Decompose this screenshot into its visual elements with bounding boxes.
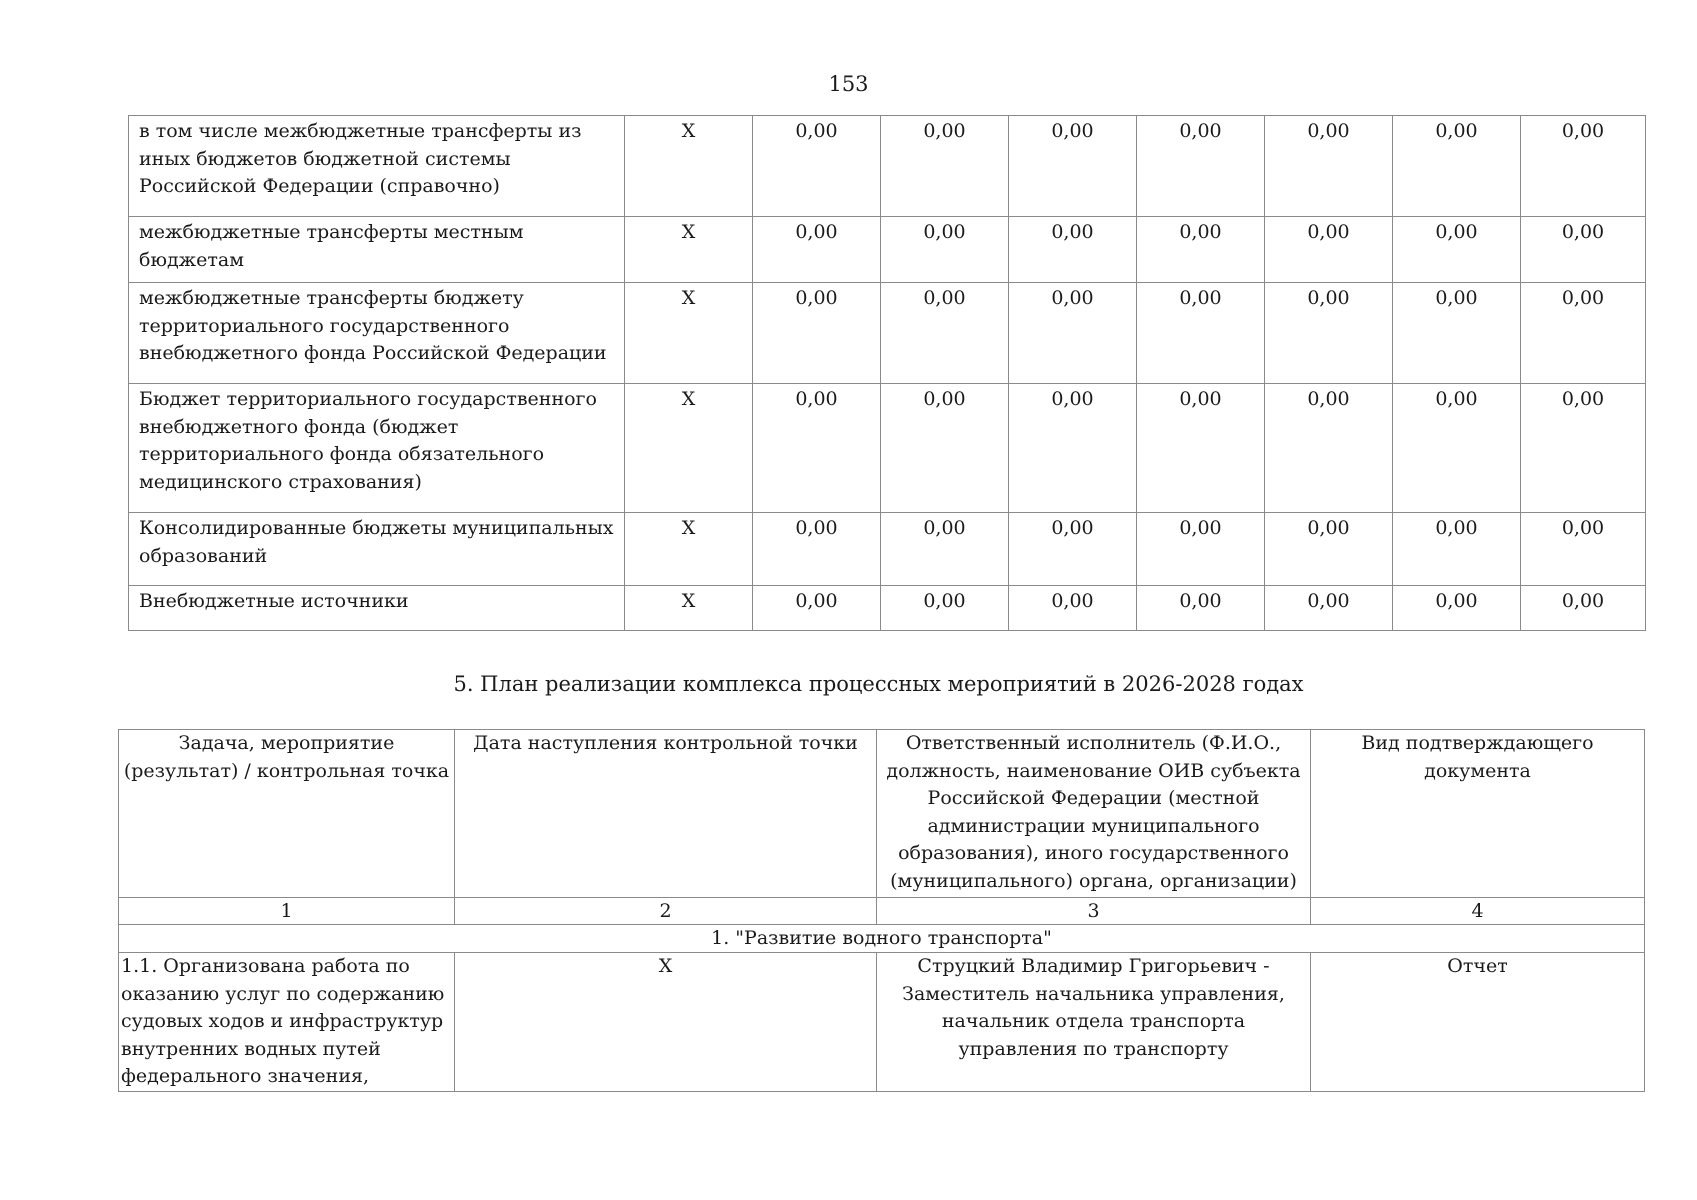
funding-value-cell: 0,00 [1137,283,1265,384]
section-title: 5. План реализации комплекса процессных мероприятий в 2026-2028 годах [453,672,1304,696]
table-row [129,116,1646,217]
plan-document-cell: Отчет [1311,953,1645,1092]
funding-value-cell: 0,00 [1393,384,1521,513]
funding-code-cell: X [625,116,753,217]
column-number: 2 [455,898,877,925]
plan-date-cell: X [455,953,877,1092]
funding-code-cell: X [625,384,753,513]
funding-value-cell: 0,00 [1265,384,1393,513]
funding-value-cell: 0,00 [1137,586,1265,631]
plan-header-date: Дата наступления контрольной точки [455,730,877,898]
plan-group-title: 1. "Развитие водного транспорта" [119,925,1645,953]
page-number: 153 [828,72,869,96]
funding-code-cell: X [625,513,753,586]
funding-value-cell: 0,00 [753,283,881,384]
funding-code-cell: X [625,283,753,384]
column-number: 4 [1311,898,1645,925]
funding-code-cell: X [625,586,753,631]
funding-value-cell: 0,00 [1521,283,1646,384]
funding-source-label: Консолидированные бюджеты муниципальных образований [129,513,625,586]
funding-value-cell: 0,00 [1137,217,1265,283]
table-row [129,513,1646,586]
table-row [129,217,1646,283]
table-row [119,953,1645,1092]
funding-value-cell: 0,00 [753,513,881,586]
funding-value-cell: 0,00 [1009,513,1137,586]
funding-value-cell: 0,00 [1393,283,1521,384]
plan-task-cell: 1.1. Организована работа по оказанию услуг по содержанию судовых ходов и инфраструктур внутренних водных путей федерального значения, [119,953,455,1092]
plan-header-row [119,730,1645,898]
funding-value-cell: 0,00 [1265,283,1393,384]
funding-source-label: межбюджетные трансферты местным бюджетам [129,217,625,283]
funding-value-cell: 0,00 [1009,586,1137,631]
table-row [129,384,1646,513]
funding-value-cell: 0,00 [1521,513,1646,586]
plan-column-numbers-row [119,898,1645,925]
funding-value-cell: 0,00 [1393,513,1521,586]
plan-header-responsible: Ответственный исполнитель (Ф.И.О., должность, наименование ОИВ субъекта Российской Федерации (местной администрации муниципального образования), иного государственного (муниципального) органа, организации) [877,730,1311,898]
funding-value-cell: 0,00 [1009,116,1137,217]
funding-value-cell: 0,00 [1521,384,1646,513]
funding-source-label: межбюджетные трансферты бюджету территориального государственного внебюджетного фонда Российской Федерации [129,283,625,384]
funding-value-cell: 0,00 [753,586,881,631]
funding-value-cell: 0,00 [1137,513,1265,586]
process-plan-table [118,729,1645,1092]
funding-value-cell: 0,00 [1009,217,1137,283]
column-number: 1 [119,898,455,925]
funding-value-cell: 0,00 [753,384,881,513]
funding-source-label: Внебюджетные источники [129,586,625,631]
funding-source-label: в том числе межбюджетные трансферты из иных бюджетов бюджетной системы Российской Федерации (справочно) [129,116,625,217]
funding-value-cell: 0,00 [1521,586,1646,631]
plan-responsible-cell: Струцкий Владимир Григорьевич - Заместитель начальника управления, начальник отдела транспорта управления по транспорту [877,953,1311,1092]
funding-value-cell: 0,00 [1265,513,1393,586]
plan-header-document: Вид подтверждающего документа [1311,730,1645,898]
table-row [129,586,1646,631]
plan-group-row [119,925,1645,953]
column-number: 3 [877,898,1311,925]
plan-header-task: Задача, мероприятие (результат) / контрольная точка [119,730,455,898]
funding-value-cell: 0,00 [753,217,881,283]
funding-value-cell: 0,00 [881,586,1009,631]
funding-value-cell: 0,00 [881,116,1009,217]
funding-value-cell: 0,00 [881,513,1009,586]
funding-value-cell: 0,00 [881,384,1009,513]
funding-sources-table [128,115,1646,631]
funding-value-cell: 0,00 [1009,283,1137,384]
funding-source-label: Бюджет территориального государственного внебюджетного фонда (бюджет территориального фонда обязательного медицинского страхования) [129,384,625,513]
funding-value-cell: 0,00 [753,116,881,217]
funding-value-cell: 0,00 [1265,586,1393,631]
funding-value-cell: 0,00 [1393,116,1521,217]
funding-value-cell: 0,00 [1137,116,1265,217]
funding-code-cell: X [625,217,753,283]
funding-value-cell: 0,00 [881,283,1009,384]
funding-value-cell: 0,00 [1265,116,1393,217]
funding-value-cell: 0,00 [1393,217,1521,283]
table-row [129,283,1646,384]
funding-value-cell: 0,00 [881,217,1009,283]
funding-value-cell: 0,00 [1009,384,1137,513]
funding-value-cell: 0,00 [1521,217,1646,283]
funding-value-cell: 0,00 [1137,384,1265,513]
funding-value-cell: 0,00 [1521,116,1646,217]
funding-value-cell: 0,00 [1265,217,1393,283]
funding-value-cell: 0,00 [1393,586,1521,631]
